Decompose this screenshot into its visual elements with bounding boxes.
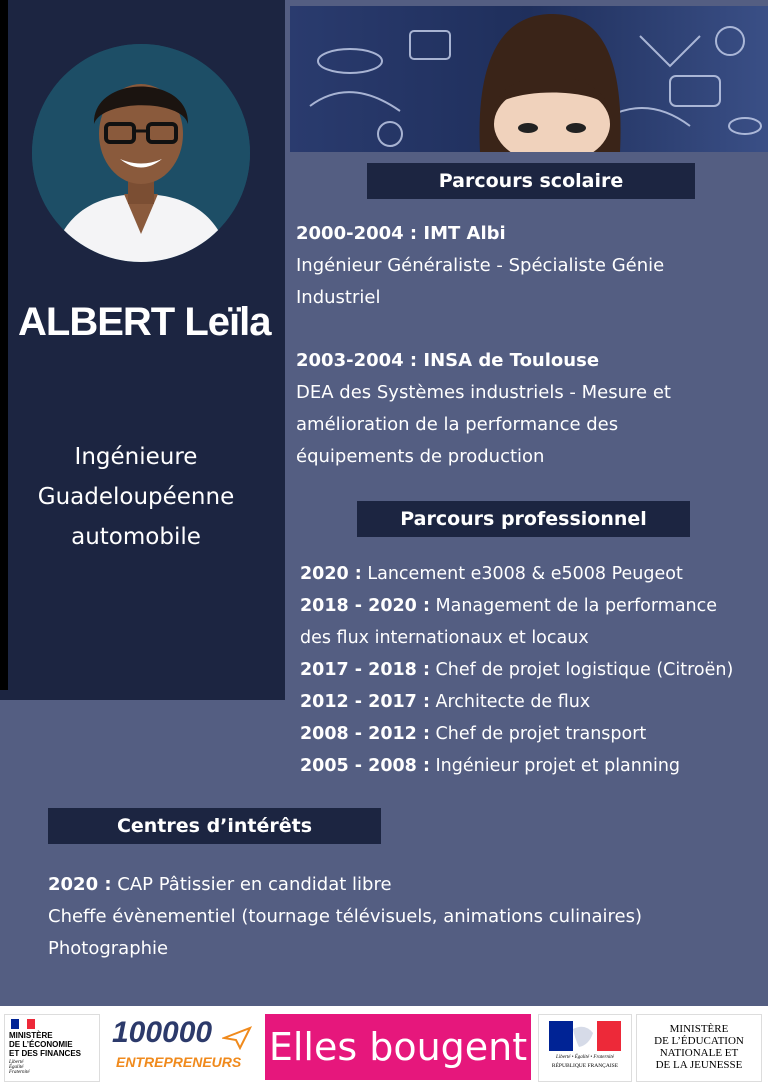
marianne-icon — [549, 1021, 621, 1051]
pro-item: 2012 - 2017 : Architecte de flux — [300, 692, 591, 712]
scolaire-item-line: Industriel — [296, 287, 381, 308]
pro-list — [300, 558, 760, 782]
job-line: Ingénieure — [74, 444, 198, 470]
job-title — [18, 437, 254, 557]
logo-100000-entrepreneurs: 100000 ENTREPRENEURS — [104, 1014, 260, 1080]
pro-item: 2005 - 2008 : Ingénieur projet et planning — [300, 756, 681, 776]
scolaire-item — [296, 345, 756, 473]
pro-item: 2008 - 2012 : Chef de projet transport — [300, 724, 647, 744]
sidebar-edge — [0, 0, 8, 690]
scolaire-item — [296, 218, 756, 314]
logo-elles-bougent: Elles bougent — [265, 1014, 531, 1080]
pro-item-cont: des flux internationaux et locaux — [300, 628, 589, 648]
scolaire-item-head: 2003-2004 : INSA de Toulouse — [296, 350, 600, 371]
hero-image — [290, 6, 768, 152]
section-header-interets: Centres d’intérêts — [48, 808, 381, 844]
pro-item: 2018 - 2020 : Management de la performance — [300, 596, 718, 616]
profile-sidebar — [0, 0, 285, 700]
interets-item: 2020 : CAP Pâtissier en candidat libre — [48, 874, 392, 895]
scolaire-item-head: 2000-2004 : IMT Albi — [296, 223, 506, 244]
person-name: ALBERT Leïla — [18, 300, 271, 344]
pro-item: 2020 : Lancement e3008 & e5008 Peugeot — [300, 564, 683, 584]
scolaire-item-line: amélioration de la performance des — [296, 414, 619, 435]
scolaire-item-line: équipements de production — [296, 446, 545, 467]
scolaire-item-line: DEA des Systèmes industriels - Mesure et — [296, 382, 671, 403]
footer-logos — [0, 1006, 768, 1086]
job-line: Guadeloupéenne — [37, 484, 235, 510]
section-header-scolaire: Parcours scolaire — [367, 163, 695, 199]
paper-plane-icon — [222, 1026, 252, 1050]
logo-republique-francaise: Liberté • Égalité • Fraternité RÉPUBLIQUE FRANÇAISE — [538, 1014, 632, 1082]
pro-item: 2017 - 2018 : Chef de projet logistique (Citroën) — [300, 660, 734, 680]
avatar — [32, 44, 250, 262]
interets-item: Photographie — [48, 938, 169, 959]
logo-ministere-economie: MINISTÈRE DE L’ÉCONOMIE ET DES FINANCES Liberté Égalité Fraternité — [4, 1014, 100, 1082]
scolaire-item-line: Ingénieur Généraliste - Spécialiste Génie — [296, 255, 665, 276]
flag-icon — [11, 1019, 35, 1029]
interets-list — [48, 869, 748, 965]
logo-ministere-education: MINISTÈRE DE L’ÉDUCATION NATIONALE ET DE LA JEUNESSE — [636, 1014, 762, 1082]
section-header-professionnel: Parcours professionnel — [357, 501, 690, 537]
job-line: automobile — [71, 524, 201, 550]
interets-item: Cheffe évènementiel (tournage télévisuels, animations culinaires) — [48, 906, 642, 927]
